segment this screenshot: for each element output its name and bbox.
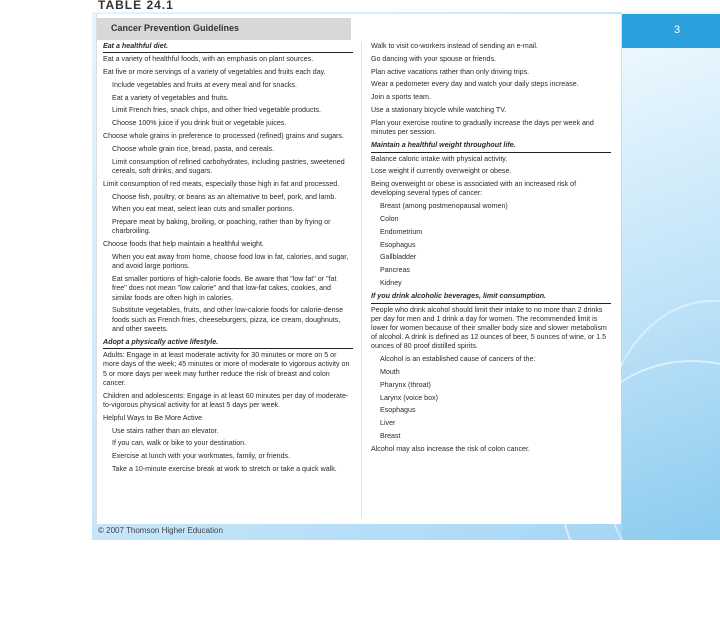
guideline-subitem: Limit consumption of refined carbohydrates, including pastries, sweetened cereals, soft drinks, and sugars. (112, 157, 345, 175)
guideline-item: Plan active vacations rather than only driving trips. (371, 67, 530, 76)
guideline-subitem: Limit French fries, snack chips, and other fried vegetable products. (112, 106, 321, 115)
slide-number: 3 (674, 24, 681, 36)
table-subtitle: Cancer Prevention Guidelines (111, 23, 240, 33)
guideline-item: Limit consumption of red meats, especially those high in fat and processed. (103, 179, 340, 188)
guideline-item: Use a stationary bicycle while watching TV. (371, 106, 507, 115)
guideline-subitem: Pharynx (throat) (380, 380, 431, 389)
guideline-item: Adults: Engage in at least moderate activity for 30 minutes or more on 5 or more days of the week; 45 minutes or more of moderate to vigorous activity on 5 or more days per week may further reduce the risk of breast and colon cancer. (103, 351, 350, 387)
guideline-subitem: Endometrium (380, 227, 423, 236)
guideline-subitem: If you can, walk or bike to your destination. (112, 439, 247, 448)
guideline-subitem: When you eat away from home, choose food low in fat, calories, and sugar, and avoid large portions. (112, 253, 349, 271)
section-heading: Adopt a physically active lifestyle. (103, 338, 353, 349)
document-image (96, 14, 621, 524)
guideline-subitem: Exercise at lunch with your workmates, family, or friends. (112, 452, 291, 461)
guideline-subitem: Breast (among postmenopausal women) (380, 202, 508, 211)
guideline-subitem: When you eat meat, select lean cuts and smaller portions. (112, 205, 295, 214)
guideline-item: Go dancing with your spouse or friends. (371, 54, 496, 63)
guideline-subitem: Esophagus (380, 240, 416, 249)
guideline-item: Plan your exercise routine to gradually increase the days per week and minutes per session. (371, 118, 594, 137)
guideline-item: Lose weight if currently overweight or obese. (371, 167, 512, 176)
guideline-item: Being overweight or obese is associated with an increased risk of developing several types of cancer: (371, 180, 577, 198)
guideline-subitem: Gallbladder (380, 253, 417, 262)
section-heading: Eat a healthful diet. (103, 42, 353, 53)
section-heading: If you drink alcoholic beverages, limit consumption. (371, 292, 611, 303)
guideline-subitem: Include vegetables and fruits at every meal and for snacks. (112, 80, 297, 89)
guideline-subitem: Eat a variety of vegetables and fruits. (112, 93, 229, 102)
guideline-item: Join a sports team. (371, 93, 431, 102)
table-title: TABLE 24.1 (98, 0, 174, 12)
guideline-subitem: Pancreas (380, 266, 410, 275)
guideline-item: Walk to visit co-workers instead of sending an e-mail. (371, 42, 538, 50)
section-heading: Maintain a healthful weight throughout life. (371, 141, 611, 152)
guideline-subitem: Kidney (380, 279, 402, 288)
top-margin (92, 0, 720, 12)
copyright-text: © 2007 Thomson Higher Education (98, 526, 223, 535)
guideline-subitem: Colon (380, 215, 399, 223)
guideline-subitem: Eat smaller portions of high-calorie foods. Be aware that "low fat" or "fat free" does not mean "low calorie" and that low-fat cakes, cookies, and similar foods are often high in calories. (112, 275, 337, 302)
guideline-subitem: Prepare meat by baking, broiling, or poaching, rather than by frying or charbroiling. (112, 218, 331, 236)
left-margin (0, 0, 92, 540)
guideline-subitem: Esophagus (380, 406, 416, 415)
slide-number-bar (622, 14, 720, 48)
guideline-subitem: Alcohol is an established cause of cancers of the: (380, 355, 536, 364)
guideline-item: Wear a pedometer every day and watch your daily steps increase. (371, 80, 579, 89)
guideline-subitem: Substitute vegetables, fruits, and other low-calorie foods for calorie-dense foods such as French fries, cheeseburgers, pizza, ice cream, doughnuts, and other sweets. (112, 306, 344, 333)
guideline-item: Children and adolescents: Engage in at least 60 minutes per day of moderate-to-vigorous physical activity for at least 5 days per week. (103, 391, 349, 409)
guideline-item: Choose foods that help maintain a healthful weight. (103, 240, 264, 249)
guideline-subitem: Choose 100% juice if you drink fruit or vegetable juices. (112, 119, 287, 128)
guideline-subitem: Liver (380, 419, 396, 428)
guideline-item: Eat a variety of healthful foods, with an emphasis on plant sources. (103, 55, 314, 64)
guideline-item: Helpful Ways to Be More Active (103, 413, 203, 422)
guideline-subitem: Breast (380, 432, 401, 441)
guideline-subitem: Take a 10-minute exercise break at work to stretch or take a quick walk. (112, 464, 337, 473)
guideline-item: Choose whole grains in preference to processed (refined) grains and sugars. (103, 132, 344, 141)
guideline-item: Eat five or more servings of a variety of vegetables and fruits each day. (103, 68, 326, 77)
guideline-subitem: Mouth (380, 368, 400, 376)
guideline-item: People who drink alcohol should limit their intake to no more than 2 drinks per day for men and 1 drink a day for women. The recommended limit is lower for women because of their smaller body size and slower metabolism of alcohol. A drink is defined as 12 ounces of beer, 5 ounces of wine, or 1.5 ounces of 80 proof distilled spirits. (371, 305, 607, 351)
guideline-item: Alcohol may also increase the risk of colon cancer. (371, 444, 530, 453)
guideline-subitem: Choose whole grain rice, bread, pasta, and cereals. (112, 144, 275, 153)
guideline-subitem: Use stairs rather than an elevator. (112, 426, 219, 435)
right-column (371, 42, 611, 458)
guideline-subitem: Choose fish, poultry, or beans as an alternative to beef, pork, and lamb. (112, 192, 337, 201)
guideline-subitem: Larynx (voice box) (380, 393, 438, 402)
guideline-item: Balance caloric intake with physical activity. (371, 154, 508, 163)
column-divider (361, 42, 362, 518)
left-column (103, 42, 353, 478)
